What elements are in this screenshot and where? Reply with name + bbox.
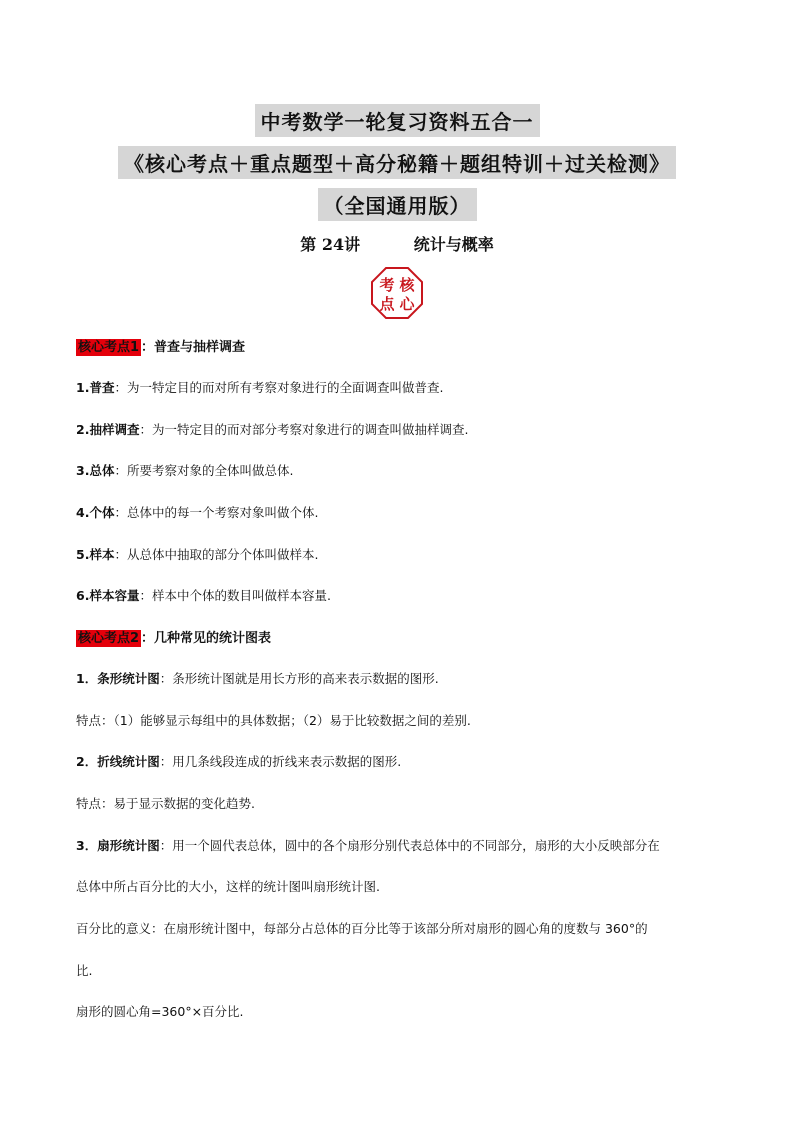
title-line-1: 中考数学一轮复习资料五合一 xyxy=(255,104,540,137)
seal-char-3: 点 xyxy=(379,295,395,313)
item-text: ：为一特定目的而对部分考察对象进行的调查叫做抽样调查. xyxy=(139,422,469,437)
title-line-2-wrap xyxy=(0,146,794,179)
bar-chart-definition xyxy=(76,669,439,687)
title-line-1-wrap xyxy=(0,104,794,137)
section1-item-1 xyxy=(76,378,443,396)
section2-title: ：几种常见的统计图表 xyxy=(141,631,272,646)
item-term: 4.个体 xyxy=(76,505,115,520)
section1-item-5 xyxy=(76,545,318,563)
section1-title: ：普查与抽样调查 xyxy=(141,340,246,355)
title-line-2: 《核心考点＋重点题型＋高分秘籍＋题组特训＋过关检测》 xyxy=(118,146,676,179)
item-term: 2.抽样调查 xyxy=(76,422,140,437)
item-text: ：为一特定目的而对所有考察对象进行的全面调查叫做普查. xyxy=(114,380,444,395)
seal-char-1: 考 xyxy=(379,276,395,294)
item-term: 1.普查 xyxy=(76,380,115,395)
section1-item-2 xyxy=(76,420,468,438)
item-text: ：所要考察对象的全体叫做总体. xyxy=(114,463,294,478)
bar-term: 1．条形统计图 xyxy=(76,671,160,686)
section1-tag: 核心考点1 xyxy=(78,340,140,355)
section2-heading xyxy=(76,627,271,646)
seal-char-4: 心 xyxy=(399,295,415,313)
section1-heading xyxy=(76,336,245,355)
section1-item-4 xyxy=(76,503,318,521)
pie-chart-definition-cont: 总体中所占百分比的大小，这样的统计图叫扇形统计图. xyxy=(76,879,380,894)
pie-term: 3．扇形统计图 xyxy=(76,838,160,853)
percentage-meaning: 百分比的意义：在扇形统计图中，每部分占总体的百分比等于该部分所对扇形的圆心角的度数与 360°的 xyxy=(76,921,648,936)
bar-text: ：条形统计图就是用长方形的高来表示数据的图形. xyxy=(159,671,439,686)
section1-item-6 xyxy=(76,586,331,604)
title-line-3: （全国通用版） xyxy=(318,188,477,221)
line-chart-feature: 特点：易于显示数据的变化趋势. xyxy=(76,796,255,811)
line-text: ：用几条线段连成的折线来表示数据的图形. xyxy=(159,754,402,769)
core-points-seal-icon xyxy=(371,267,423,319)
item-text: ：样本中个体的数目叫做样本容量. xyxy=(139,588,331,603)
sector-angle-formula: 扇形的圆心角=360°×百分比. xyxy=(76,1004,244,1019)
item-text: ：从总体中抽取的部分个体叫做样本. xyxy=(114,547,319,562)
item-text: ：总体中的每一个考察对象叫做个体. xyxy=(114,505,319,520)
section2-tag: 核心考点2 xyxy=(78,631,140,646)
lecture-number: 第 24讲 xyxy=(300,235,361,254)
pie-chart-definition xyxy=(76,836,660,854)
seal-char-2: 核 xyxy=(399,276,415,294)
title-line-3-wrap xyxy=(0,188,794,221)
section1-item-3 xyxy=(76,461,293,479)
item-term: 6.样本容量 xyxy=(76,588,140,603)
bar-chart-feature: 特点：（1）能够显示每组中的具体数据；（2）易于比较数据之间的差别. xyxy=(76,713,471,728)
lecture-heading xyxy=(0,232,794,255)
lecture-title: 统计与概率 xyxy=(413,235,494,254)
item-term: 3.总体 xyxy=(76,463,115,478)
item-term: 5.样本 xyxy=(76,547,115,562)
pie-text: ：用一个圆代表总体，圆中的各个扇形分别代表总体中的不同部分，扇形的大小反映部分在 xyxy=(159,838,660,853)
line-term: 2．折线统计图 xyxy=(76,754,160,769)
line-chart-definition xyxy=(76,752,401,770)
percentage-meaning-cont: 比. xyxy=(76,963,93,978)
